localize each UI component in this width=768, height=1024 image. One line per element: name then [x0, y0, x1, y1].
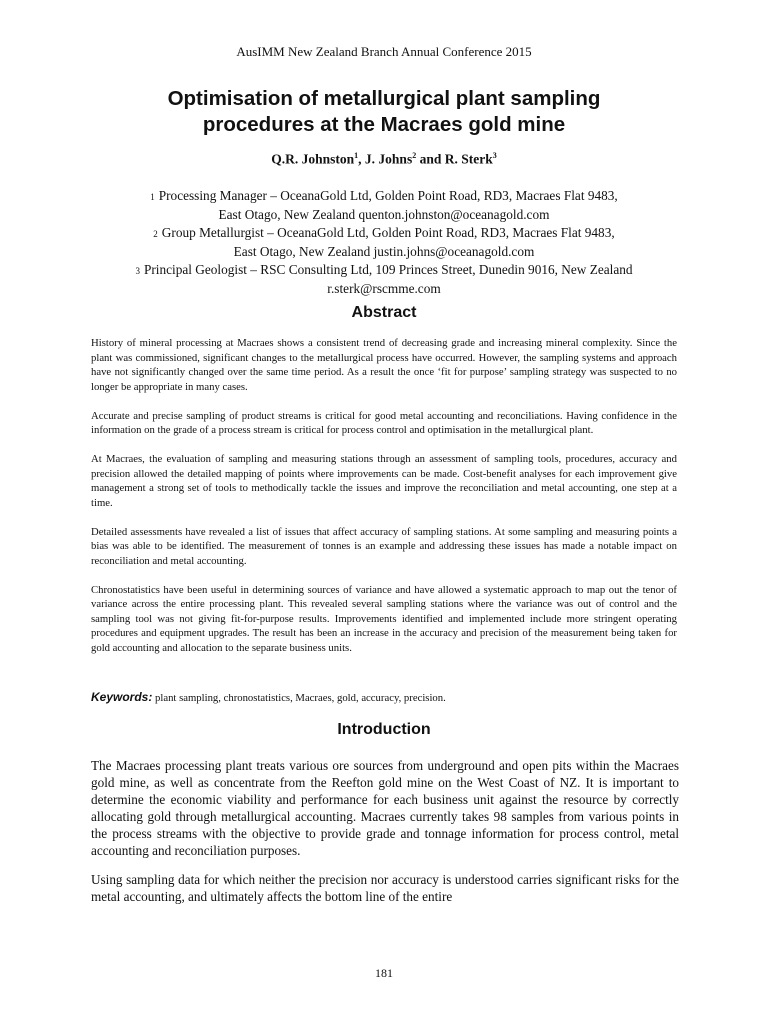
affiliation-number: 2: [153, 229, 158, 239]
author-affiliation-marker: 2: [412, 151, 417, 160]
introduction-paragraph: The Macraes processing plant treats various ore sources from underground and open pits within the Macraes gold mine, as well as concentrate from the Reefton gold mine on the West Coast of NZ. It is important to determine the economic viability and performance for each business unit against the resource by correctly allocating gold through metallurgical accounting. Macraes currently takes 98 samples from various points in the process streams with the objective to provide grade and tonnage information for process control, metal accounting and reconciliation purposes.: [91, 758, 679, 858]
author-separator: and: [416, 151, 445, 167]
affiliation-number: 3: [135, 266, 140, 276]
affiliation-line: Principal Geologist – RSC Consulting Ltd, 109 Princes Street, Dunedin 9016, New Zealand: [143, 262, 633, 277]
author-separator: ,: [358, 151, 365, 167]
affiliation-line: Processing Manager – OceanaGold Ltd, Golden Point Road, RD3, Macraes Flat 9483,: [158, 188, 618, 203]
title-line-1: Optimisation of metallurgical plant sampling: [167, 87, 601, 110]
abstract-body: [91, 336, 677, 670]
affiliation-line: East Otago, New Zealand quenton.johnston@oceanagold.com: [218, 207, 550, 222]
paper-title: [80, 86, 688, 138]
author-name: J. Johns: [364, 151, 413, 167]
keywords-label: Keywords:: [91, 690, 153, 704]
abstract-paragraph: Detailed assessments have revealed a list of issues that affect accuracy of sampling stations. At some sampling and measuring points a bias was able to be identified. The measurement of tonnes is an example and addressing these issues has made a notable impact on reconciliation and metal accounting.: [91, 525, 677, 567]
abstract-paragraph: At Macraes, the evaluation of sampling and measuring stations through an assessment of sampling tools, procedures, accuracy and precision allowed the detailed mapping of points where improvements can be made. Cost-benefit analyses for each improvement give management a strong set of tools to methodically tackle the issues and improve the reconciliation and metal accounting, one step at a time.: [91, 453, 677, 509]
abstract-paragraph: Accurate and precise sampling of product streams is critical for good metal accounting and reconciliations. Having confidence in the information on the grade of a process stream is critical for process control and optimisation in the metallurgical plant.: [91, 409, 677, 436]
keywords-line: [91, 690, 677, 704]
abstract-heading: Abstract: [351, 304, 417, 321]
affiliation-item: [60, 187, 708, 224]
abstract-paragraph: Chronostatistics have been useful in determining sources of variance and have allowed a systematic approach to map out the tenor of variance across the entire processing plant. This revealed several sampling stations where the variance was out of control and the sampling tool was not giving fit-for-purpose results. Improvements identified and implemented include more stringent operating procedures and equipment upgrades. The result has been an increase in the accuracy and precision of the measurement being taken for gold accounting and allocation to the separate business units.: [91, 583, 677, 654]
affiliation-line: East Otago, New Zealand justin.johns@oceanagold.com: [233, 244, 535, 259]
abstract-paragraph: History of mineral processing at Macraes shows a consistent trend of decreasing grade and increasing mineral complexity. Since the plant was commissioned, significant changes to the metallurgical process have occurred. However, the sampling systems and approach have not significantly changed over the same time period. As a result the once ‘fit for purpose’ sampling strategy was suspected to no longer be appropriate in many cases.: [91, 337, 677, 393]
author-list: [0, 151, 768, 168]
conference-header: AusIMM New Zealand Branch Annual Conference 2015: [236, 44, 532, 59]
author-affiliation-marker: 3: [492, 151, 497, 160]
author-name: R. Sterk: [444, 151, 493, 167]
affiliation-line: Group Metallurgist – OceanaGold Ltd, Golden Point Road, RD3, Macraes Flat 9483,: [161, 225, 615, 240]
author-affiliation-marker: 1: [354, 151, 359, 160]
author-name: Q.R. Johnston: [271, 151, 355, 167]
affiliation-item: [60, 224, 708, 261]
page-number: 181: [375, 966, 393, 980]
affiliation-line: r.sterk@rscmme.com: [327, 281, 441, 296]
affiliation-item: [60, 261, 708, 298]
keywords-text: plant sampling, chronostatistics, Macraes, gold, accuracy, precision.: [152, 692, 446, 704]
introduction-heading: Introduction: [337, 721, 431, 738]
title-line-2: procedures at the Macraes gold mine: [202, 113, 566, 136]
introduction-body: [91, 757, 679, 917]
affiliation-number: 1: [150, 192, 155, 202]
introduction-paragraph: Using sampling data for which neither the precision nor accuracy is understood carries significant risks for the metal accounting, and ultimately affects the bottom line of the entire: [91, 872, 679, 904]
affiliation-list: [60, 187, 708, 298]
